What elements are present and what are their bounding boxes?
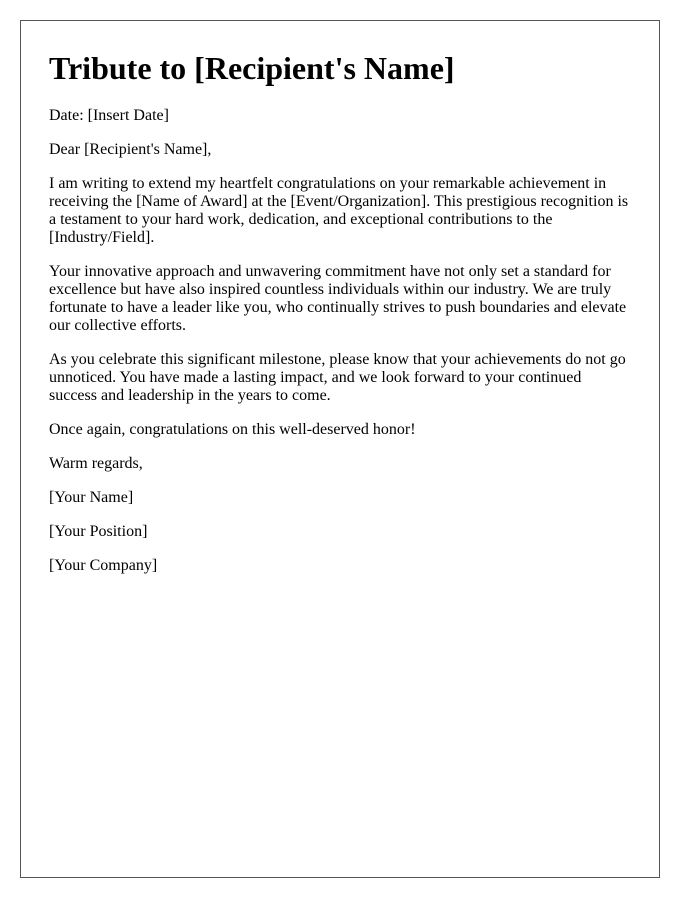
letter-title: Tribute to [Recipient's Name] xyxy=(49,50,455,86)
letter-page xyxy=(20,20,660,878)
letter-closing: Warm regards, xyxy=(49,455,143,472)
body-paragraph-congratulations: I am writing to extend my heartfelt congratulations on your remarkable achievement in receiving the [Name of Award] at the [Event/Organization]. This prestigious recognition is a testament to your hard work, dedication, and exceptional contributions to the [Industry/Field]. xyxy=(49,175,629,246)
signature-company: [Your Company] xyxy=(49,557,158,574)
letter-date: Date: [Insert Date] xyxy=(49,107,169,124)
signature-position: [Your Position] xyxy=(49,523,148,540)
signature-name: [Your Name] xyxy=(49,489,134,506)
body-paragraph-milestone: As you celebrate this significant milestone, please know that your achievements do not go unnoticed. You have made a lasting impact, and we look forward to your continued success and leadership in the years to come. xyxy=(49,351,626,404)
body-paragraph-closing-remark: Once again, congratulations on this well-deserved honor! xyxy=(49,421,416,438)
letter-salutation: Dear [Recipient's Name], xyxy=(49,141,212,158)
body-paragraph-commitment: Your innovative approach and unwavering commitment have not only set a standard for excellence but have also inspired countless individuals within our industry. We are truly fortunate to have a leader like you, who continually strives to push boundaries and elevate our collective efforts. xyxy=(49,263,627,334)
